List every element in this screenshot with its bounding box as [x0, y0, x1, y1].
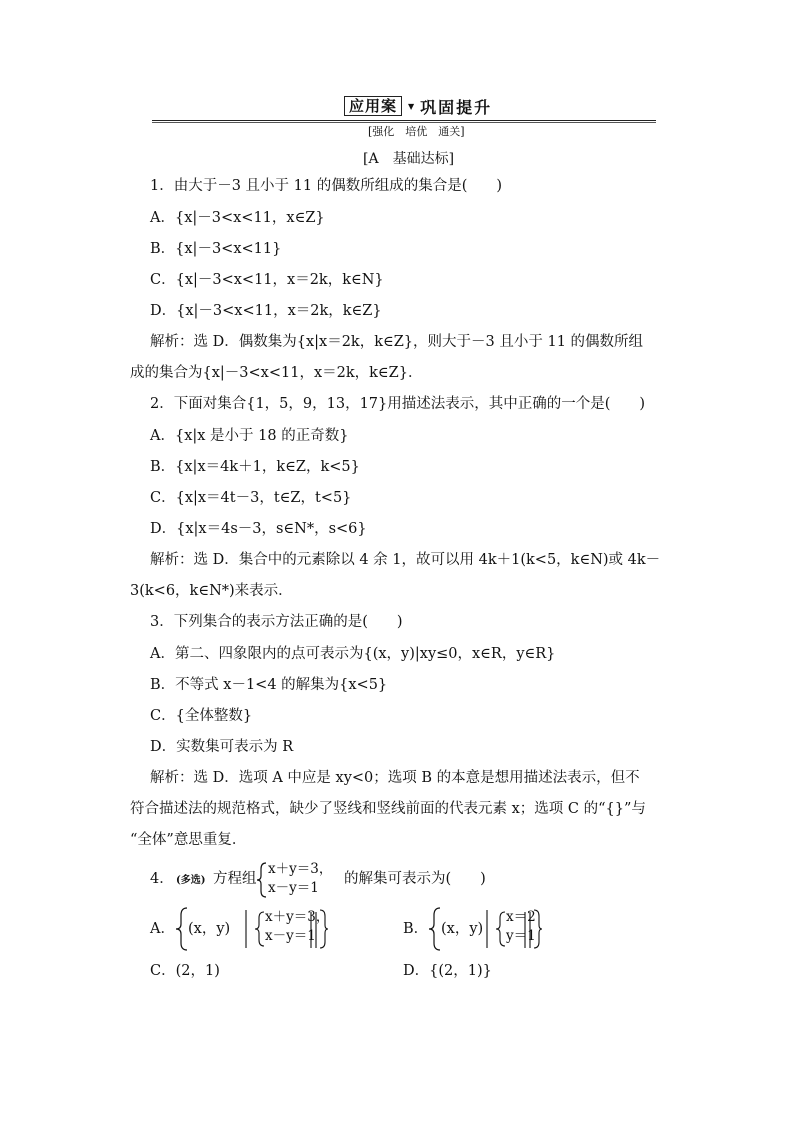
q4-option-a-eq1: x＋y＝3， — [265, 909, 330, 925]
q4-eq2: x－y＝1 — [268, 880, 319, 896]
header-badge: 应用案 — [344, 96, 402, 116]
left-brace-icon — [175, 906, 189, 952]
q2-stem: 2．下面对集合{1，5，9，13，17}用描述法表示，其中正确的一个是( ) — [150, 396, 646, 412]
q2-option-d: D．{x|x＝4s－3，s∈N*，s<6} — [150, 521, 367, 537]
triangle-icon: ▼ — [408, 101, 415, 111]
q2-option-a: A．{x|x 是小于 18 的正奇数} — [150, 428, 349, 444]
q4-option-a-pair: (x，y) — [188, 921, 231, 937]
q1-analysis-line2: 成的集合为{x|－3<x<11，x＝2k，k∈Z}． — [130, 365, 423, 381]
q3-analysis-line1: 解析：选 D．选项 A 中应是 xy<0；选项 B 的本意是想用描述法表示，但不 — [150, 770, 640, 786]
q3-analysis-line3: “全体”意思重复． — [130, 832, 247, 848]
q4-option-a-eq2: x－y＝1 — [265, 928, 316, 944]
q1-option-a: A．{x|－3<x<11，x∈Z} — [150, 210, 325, 226]
header-rule — [152, 120, 656, 121]
q3-analysis-line2: 符合描述法的规范格式，缺少了竖线和竖线前面的代表元素 x；选项 C 的“{}”与 — [130, 801, 646, 817]
q4-option-b-label: B． — [403, 921, 429, 937]
q1-option-c: C．{x|－3<x<11，x＝2k，k∈N} — [150, 272, 384, 288]
right-brace-icon — [308, 906, 328, 952]
q1-stem: 1．由大于－3 且小于 11 的偶数所组成的集合是( ) — [150, 178, 503, 194]
q3-option-d: D．实数集可表示为 R — [150, 739, 294, 755]
q4-option-b-eq2: y＝1 — [506, 928, 536, 944]
left-brace-icon — [256, 861, 268, 899]
bar-brace-icon — [485, 906, 507, 952]
bar-brace-icon — [244, 906, 266, 952]
page-header — [344, 96, 492, 116]
q4-pre: 方程组 — [213, 871, 257, 887]
right-brace-icon — [522, 906, 542, 952]
q4-post: 的解集可表示为( ) — [344, 871, 486, 887]
q2-analysis-line2: 3(k<6，k∈N*)来表示． — [130, 583, 293, 599]
q4-eq1: x＋y＝3， — [268, 861, 333, 877]
q3-option-a: A．第二、四象限内的点可表示为{(x，y)|xy≤0，x∈R，y∈R} — [150, 646, 556, 662]
q2-option-b: B．{x|x＝4k＋1，k∈Z，k<5} — [150, 459, 360, 475]
q3-option-c: C．{全体整数} — [150, 708, 253, 724]
q3-option-b: B．不等式 x－1<4 的解集为{x<5} — [150, 677, 388, 693]
q1-analysis-line1: 解析：选 D．偶数集为{x|x＝2k，k∈Z}，则大于－3 且小于 11 的偶数所组 — [150, 334, 644, 350]
left-brace-icon — [428, 906, 442, 952]
q4-option-b-eq1: x＝2 — [506, 909, 536, 925]
header-title: 巩固提升 — [420, 97, 493, 117]
q3-stem: 3．下列集合的表示方法正确的是( ) — [150, 614, 403, 630]
q4-option-d: D．{(2，1)} — [403, 963, 492, 979]
q1-option-d: D．{x|－3<x<11，x＝2k，k∈Z} — [150, 303, 382, 319]
header-subtitle: [强化 培优 通关] — [368, 125, 465, 138]
q4-option-c: C．(2，1) — [150, 963, 220, 979]
q2-option-c: C．{x|x＝4t－3，t∈Z，t<5} — [150, 490, 352, 506]
q4-tag: (多选) — [176, 875, 206, 886]
section-title: [A 基础达标] — [363, 151, 455, 167]
q4-option-a-label: A． — [150, 921, 175, 937]
q4-number: 4． — [150, 871, 174, 887]
q4-option-b-pair: (x，y) — [441, 921, 484, 937]
q1-option-b: B．{x|－3<x<11} — [150, 241, 282, 257]
q2-analysis-line1: 解析：选 D．集合中的元素除以 4 余 1，故可以用 4k＋1(k<5，k∈N)或 4k－ — [150, 552, 661, 568]
